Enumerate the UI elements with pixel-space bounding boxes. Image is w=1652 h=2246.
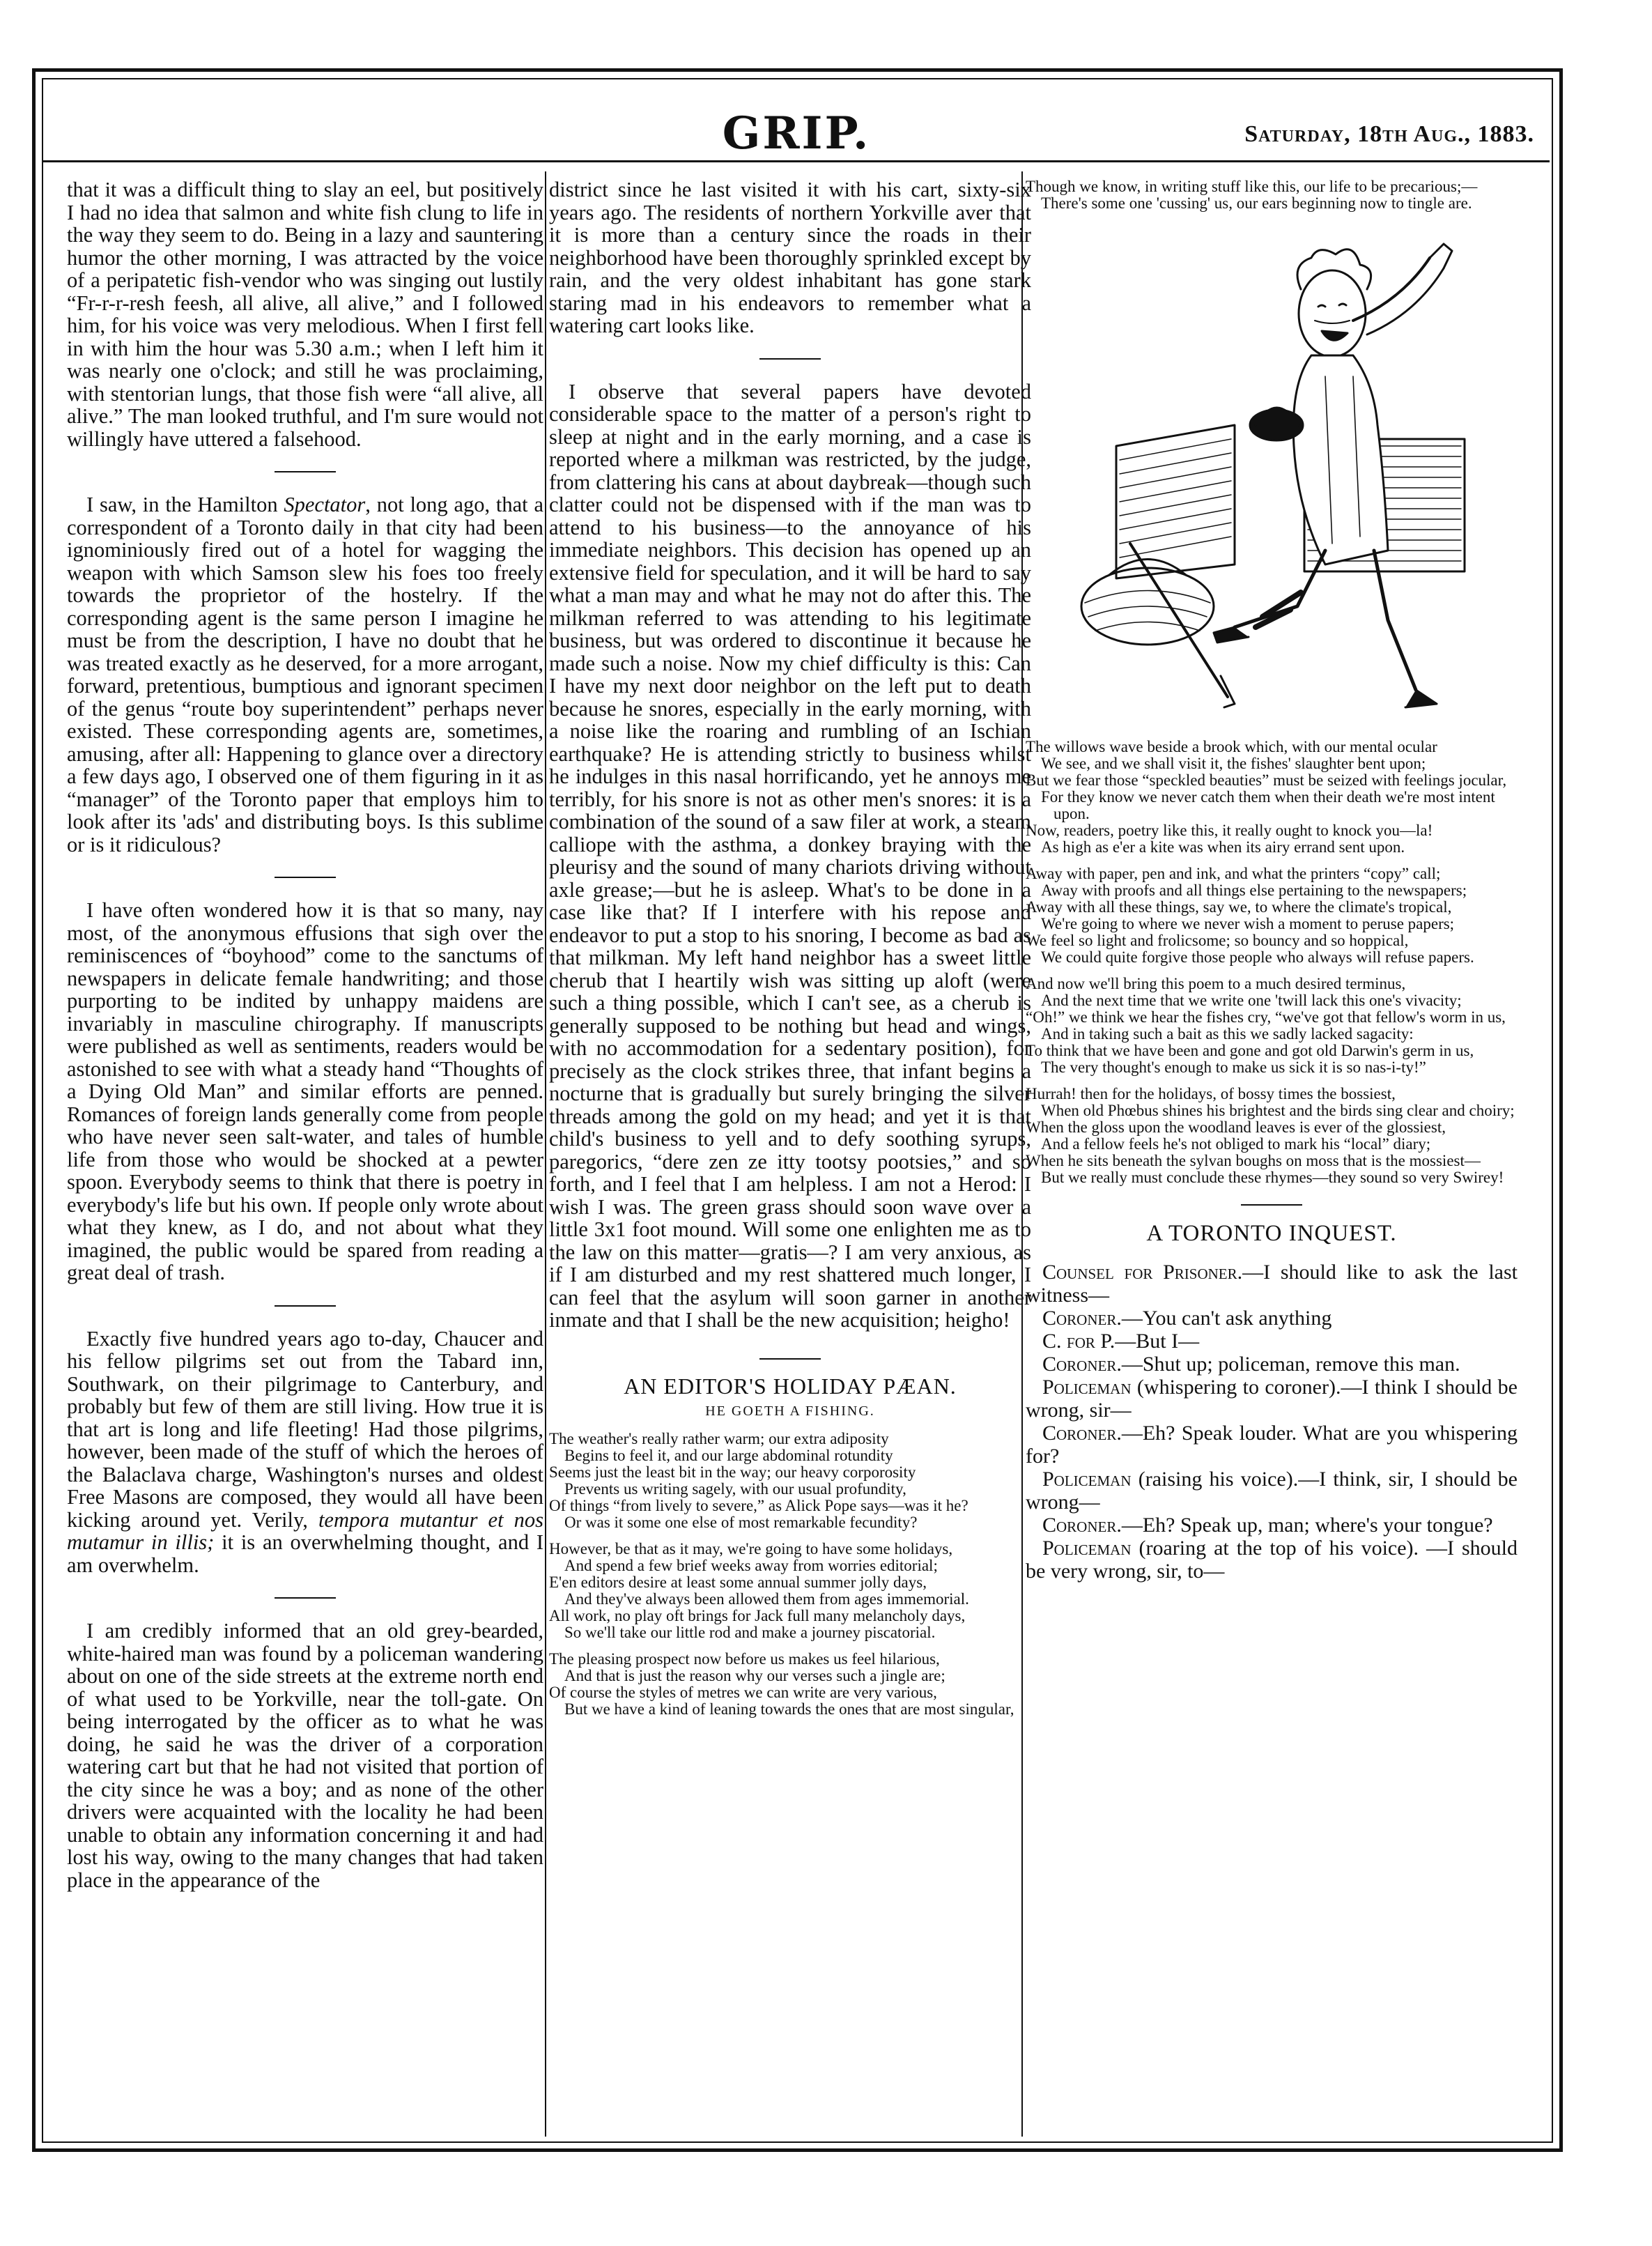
poem-line: Now, readers, poetry like this, it really ought to knock you—la! [1026,822,1433,839]
speaker-name: C. for P. [1042,1330,1116,1353]
poem-line: E'en editors desire at least some annual summer jolly days, [549,1573,927,1591]
separator [275,471,336,472]
poem-line: But we really must conclude these rhymes—they sound so very Swirey! [1041,1169,1504,1186]
poem-line: And a fellow feels he's not obliged to mark his “local” diary; [1041,1135,1431,1153]
poem-subtitle: HE GOETH A FISHING. [705,1403,875,1419]
speech-text: —Shut up; policeman, remove this man. [1121,1353,1460,1376]
dialog-line [1026,1514,1518,1537]
speech-text: —Eh? Speak louder. What are you whispering for? [1026,1422,1518,1468]
masthead-title: GRIP. [722,107,871,160]
poem-line: We could quite forgive those people who always will refuse papers. [1041,948,1474,966]
poem-line: There's some one 'cussing' us, our ears beginning now to tingle are. [1041,194,1472,212]
chest-shape [1116,425,1235,578]
separator [1241,1204,1302,1206]
speech-text: —Eh? Speak up, man; where's your tongue? [1121,1514,1493,1537]
dialog-line [1026,1353,1518,1376]
poem-line: “Oh!” we think we hear the fishes cry, “we've got that fellow's worm in us, [1026,1008,1506,1026]
stanza-gap [1026,966,1518,976]
poem-line: When old Phœbus shines his brightest and the birds sing clear and choiry; [1041,1102,1515,1119]
poem-line: The willows wave beside a brook which, with our mental ocular [1026,738,1437,755]
stanza-gap [1026,1076,1518,1086]
separator [759,358,821,360]
speech-text: —You can't ask anything [1121,1307,1332,1330]
paragraph-watering-cart: I am credibly informed that an old grey-bearded, white-haired man was found by a policeman wandering about on one of the side streets at the extreme north end of what used to be Yorkville, near the toll-gate. On being interrogated by the officer as to what he was doing, he said he was the driver of a corporation watering cart but that he had not visited that portion of the city since he was a boy; and as none of the other drivers were acquainted with the locality he had been unable to obtain any information concerning it and had lost his way, owing to the many changes that had taken place in the appearance of the [67,1619,543,1892]
poem-line: And spend a few brief weeks away from worries editorial; [564,1556,938,1574]
stanza-gap [549,1641,1031,1651]
raised-hand-shape [1430,244,1452,268]
poem-line: Prevents us writing sagely, with our usual profundity, [564,1479,906,1498]
cartoon-illustration [1026,216,1518,725]
stanza-gap [549,1531,1031,1541]
separator [275,1305,336,1307]
paragraph-chaucer [67,1328,543,1577]
paragraph-italic: tempora mutantur et nos mutamur in illis; [67,1507,543,1554]
paragraph-text: it is an overwhelming thought, and I am overwhelm. [67,1530,544,1577]
poem-line: And in taking such a bait as this we sadly lacked sagacity: [1041,1025,1414,1043]
poem-line: Begins to feel it, and our large abdominal rotundity [564,1446,893,1464]
poem-line: Though we know, in writing stuff like this, our life to be precarious;— [1026,178,1478,195]
speech-text: —I should like to ask the last witness— [1026,1261,1518,1307]
poem-line: The pleasing prospect now before us makes us feel hilarious, [549,1649,940,1668]
poem-line: Or was it some one else of most remarkable fecundity? [564,1513,918,1531]
column-2 [549,178,1031,1718]
paragraph-text: , not long ago, that a correspondent of a Toronto daily in that city had been ignominiously fired out of a hotel for wagging the weapon with which Samson slew his foes too freely towards the proprietor of the hostelry. If the corresponding agent is the same person I imagine he must be from the description, I have no doubt that he was treated exactly as he deserved, for a more arrogant, forward, pretentious, bumptious and ignorant specimen of the genus “route boy superintendent” perhaps never existed. These corresponding agents are, sometimes, amusing, after all: Happening to glance over a directory a few days ago, I observed one of them figuring in it as “manager” of the Toronto paper that employs him to look after its 'ads' and distributing boys. Is this sublime or is it ridiculous? [67,493,543,856]
paragraph-eel-salmon: that it was a difficult thing to slay an eel, but positively I had no idea that salmon and white fish clung to life in the way they seem to do. Being in a lazy and sauntering humor the other morning, I was attracted by the voice of a peripatetic fish-vendor who was singing out lustily “Fr-r-r-resh feesh, all alive, all alive,” and I followed him, for his voice was very melodious. When I first fell in with him the hour was 5.30 a.m.; when I left him it was nearly one o'clock; and still he was proclaiming, with stentorian lungs, that those fish were “all alive, all alive.” The man looked truthful, and I'm sure would not willingly have uttered a falsehood. [67,178,543,451]
poem-body [549,1431,1031,1718]
dancing-editor-drawing [1026,216,1518,725]
poem-line: And that is just the reason why our verses such a jingle are; [564,1666,945,1684]
poem-line: And they've always been allowed them from ages immemorial. [564,1590,969,1608]
speaker-name: Policeman [1042,1376,1132,1399]
paragraph-spectator [67,493,543,856]
poem-line: All work, no play oft brings for Jack full many melancholy days, [549,1606,966,1624]
paragraph-text: Exactly five hundred years ago to-day, Chaucer and his fellow pilgrims set out from the Tabard inn, Southwark, on their pilgrimage to Canterbury, and probably but few of them are still living. How true it is that art is long and life fleeting! Had those pilgrims, however, been made of the stuff of which the heroes of the Balaclava charge, Washington's nurses and oldest Free Masons are composed, they would all have been kicking around yet. Verily, [67,1326,543,1532]
coat-shape [1293,355,1388,564]
paragraph-text: I saw, in the Hamilton [86,493,284,516]
poem-line: To think that we have been and gone and got old Darwin's germ in us, [1026,1042,1474,1059]
column-1 [67,178,543,1891]
poem-line: As high as e'er a kite was when its airy errand sent upon. [1041,838,1405,856]
dialog-line [1026,1307,1518,1330]
poem-line: Seems just the least bit in the way; our heavy corporosity [549,1463,916,1481]
column-3 [1026,178,1518,1583]
speaker-name: Coroner. [1042,1307,1122,1330]
poem-line: Of course the styles of metres we can write are very various, [549,1683,937,1701]
poem-continuation [1026,178,1518,212]
separator [275,877,336,878]
separator [759,1358,821,1360]
speech-text: (raising his voice).—I think, sir, I should be wrong— [1026,1468,1518,1514]
speaker-name: Counsel for Prisoner. [1042,1261,1243,1284]
speech-text: (whispering to coroner).—I think I should be wrong, sir— [1026,1376,1518,1422]
poem-title: AN EDITOR'S HOLIDAY PÆAN. [624,1373,957,1399]
dialog-line [1026,1330,1518,1353]
masthead [43,105,1550,162]
poem-line: Hurrah! then for the holidays, of bossy times the bossiest, [1026,1085,1396,1102]
poem-line: And now we'll bring this poem to a much desired terminus, [1026,975,1406,992]
poem-line: For they know we never catch them when their death we're most intent upon. [1041,788,1495,822]
poem-continuation-end [1026,739,1518,1186]
dialog-line [1026,1468,1518,1514]
dialog-line [1026,1537,1518,1583]
poem-line: However, be that as it may, we're going to have some holidays, [549,1539,953,1557]
paragraph-effusions: I have often wondered how it is that so many, nay most, of the anonymous effusions that sigh over the reminiscences of “boyhood” come to the sanctums of newspapers in delicate female handwriting; and those purporting to be indited by unhappy maidens are invariably in masculine chirography. If manuscripts were published as well as sentiments, readers would be astonished to see with what a steady hand “Thoughts of a Dying Old Man” and similar efforts are penned. Romances of foreign lands generally come from people who have never seen salt-water, and tales of humble life from those who would be shocked at a pewter spoon. Everybody seems to think that there is poetry in everybody's life but his own. If people only wrote about what they knew, as I do, and not about what they imagined, the public would be spared from reading a great deal of trash. [67,898,543,1284]
poem-line: But we have a kind of leaning towards the ones that are most singular, [564,1700,1014,1718]
head-shape [1299,270,1366,357]
poem-line: We see, and we shall visit it, the fishes' slaughter bent upon; [1041,755,1426,772]
paragraph-milkman-snoring: I observe that several papers have devoted considerable space to the matter of a person's right to sleep at night and in the early morning, and a case is reported where a milkman was restricted, by the judge, from clattering his cans at about daybreak—though such clatter could not be dispensed with if the man was to attend to his business—to the annoyance of his immediate neighbors. This decision has opened up an extensive field for speculation, and it will be hard to say what a man may and what he may not do after this. The milkman referred to was attending to his legitimate business, but was ordered to discontinue it because he made such a noise. Now my chief difficulty is this: Can I have my next door neighbor on the left put to death because he snores, especially in the early morning, with a noise like the roaring and rumbling of an Ischian earthquake? He is attending strictly to business whilst he indulges in this nasal horrificando, yet he annoys me terribly, for his snore is not as other men's snores: it is a combination of the sound of a saw filer at work, a steam calliope with the asthma, a donkey braying with the pleurisy and the sound of many chariots driving without axle grease;—but he is asleep. What's to be done in a case like that? If I interfere with his repose and endeavor to put a stop to his snoring, I become as bad as that milkman. My left hand neighbor has a sweet little cherub that I heartily wish was sitting up aloft (were such a thing possible, which I can't see, as a cherub is generally supposed to be nothing but head and wings, with no accommodation for a sedentary position), for precisely as the clock strikes three, that infant begins a nocturne that is gradually but surely bringing the silver threads among the gold on my head; and yet it is that child's business to yell and to defy soothing syrups, paregorics, “dere zen ze itty tootsy pootsies,” and so forth, and I feel that I am helpless. I am not a Herod: I wish I was. The green grass should soon wave over a little 3x1 foot mound. Will some one enlighten me as to the law on this matter—gratis—? I am very anxious, as if I am disturbed and my rest shattered much longer, I can feel that the asylum will soon garner in another inmate and that I shall be the new acquisition; heigho! [549,379,1031,1332]
stanza-gap [1026,856,1518,866]
poem-line: We're going to where we never wish a moment to peruse papers; [1041,915,1455,932]
speech-text: —But I— [1115,1330,1200,1353]
inquest-title: A TORONTO INQUEST. [1146,1221,1397,1246]
poem-line: Away with all these things, say we, to where the climate's tropical, [1026,898,1452,916]
poem-line: The weather's really rather warm; our extra adiposity [549,1429,889,1447]
poem-line: When he sits beneath the sylvan boughs on moss that is the mossiest— [1026,1152,1481,1169]
poem-line: The very thought's enough to make us sick it is so nas-i-ty!” [1041,1059,1426,1076]
dialog-line [1026,1422,1518,1468]
poem-line: We feel so light and frolicsome; so bouncy and so hoppical, [1026,932,1409,949]
speaker-name: Coroner. [1042,1353,1122,1376]
poem-line: Of things “from lively to severe,” as Alick Pope says—was it he? [549,1496,968,1514]
poem-line: And the next time that we write one 'twill lack this one's vivacity; [1041,992,1462,1009]
speaker-name: Coroner. [1042,1514,1122,1537]
dialog-line [1026,1261,1518,1307]
speaker-name: Policeman [1042,1537,1132,1560]
poem-line: Away with paper, pen and ink, and what the printers “copy” call; [1026,865,1441,882]
paragraph-yorkville: district since he last visited it with his cart, sixty-six years ago. The residents of northern Yorkville aver that it is more than a century since the roads in their neighborhood have been thoroughly sprinkled except by rain, and the very oldest inhabitant has gone stark staring mad in his endeavors to remember what a watering cart looks like. [549,178,1031,337]
dialog-line [1026,1376,1518,1422]
poem-line: When the gloss upon the woodland leaves is ever of the glossiest, [1026,1118,1446,1136]
poem-line: But we fear those “speckled beauties” must be seized with feelings jocular, [1026,771,1507,789]
poem-line: So we'll take our little rod and make a journey piscatorial. [564,1623,936,1641]
inquest-dialog [1026,1261,1518,1583]
paragraph-italic: Spectator [284,493,366,516]
separator [275,1597,336,1599]
speaker-name: Policeman [1042,1468,1132,1491]
speech-text: (roaring at the top of his voice). —I should be very wrong, sir, to— [1026,1537,1518,1583]
poem-line: Away with proofs and all things else pertaining to the newspapers; [1041,882,1467,899]
column-rule-1 [545,171,546,2137]
masthead-date: Saturday, 18th Aug., 1883. [1244,121,1534,147]
speaker-name: Coroner. [1042,1422,1122,1445]
